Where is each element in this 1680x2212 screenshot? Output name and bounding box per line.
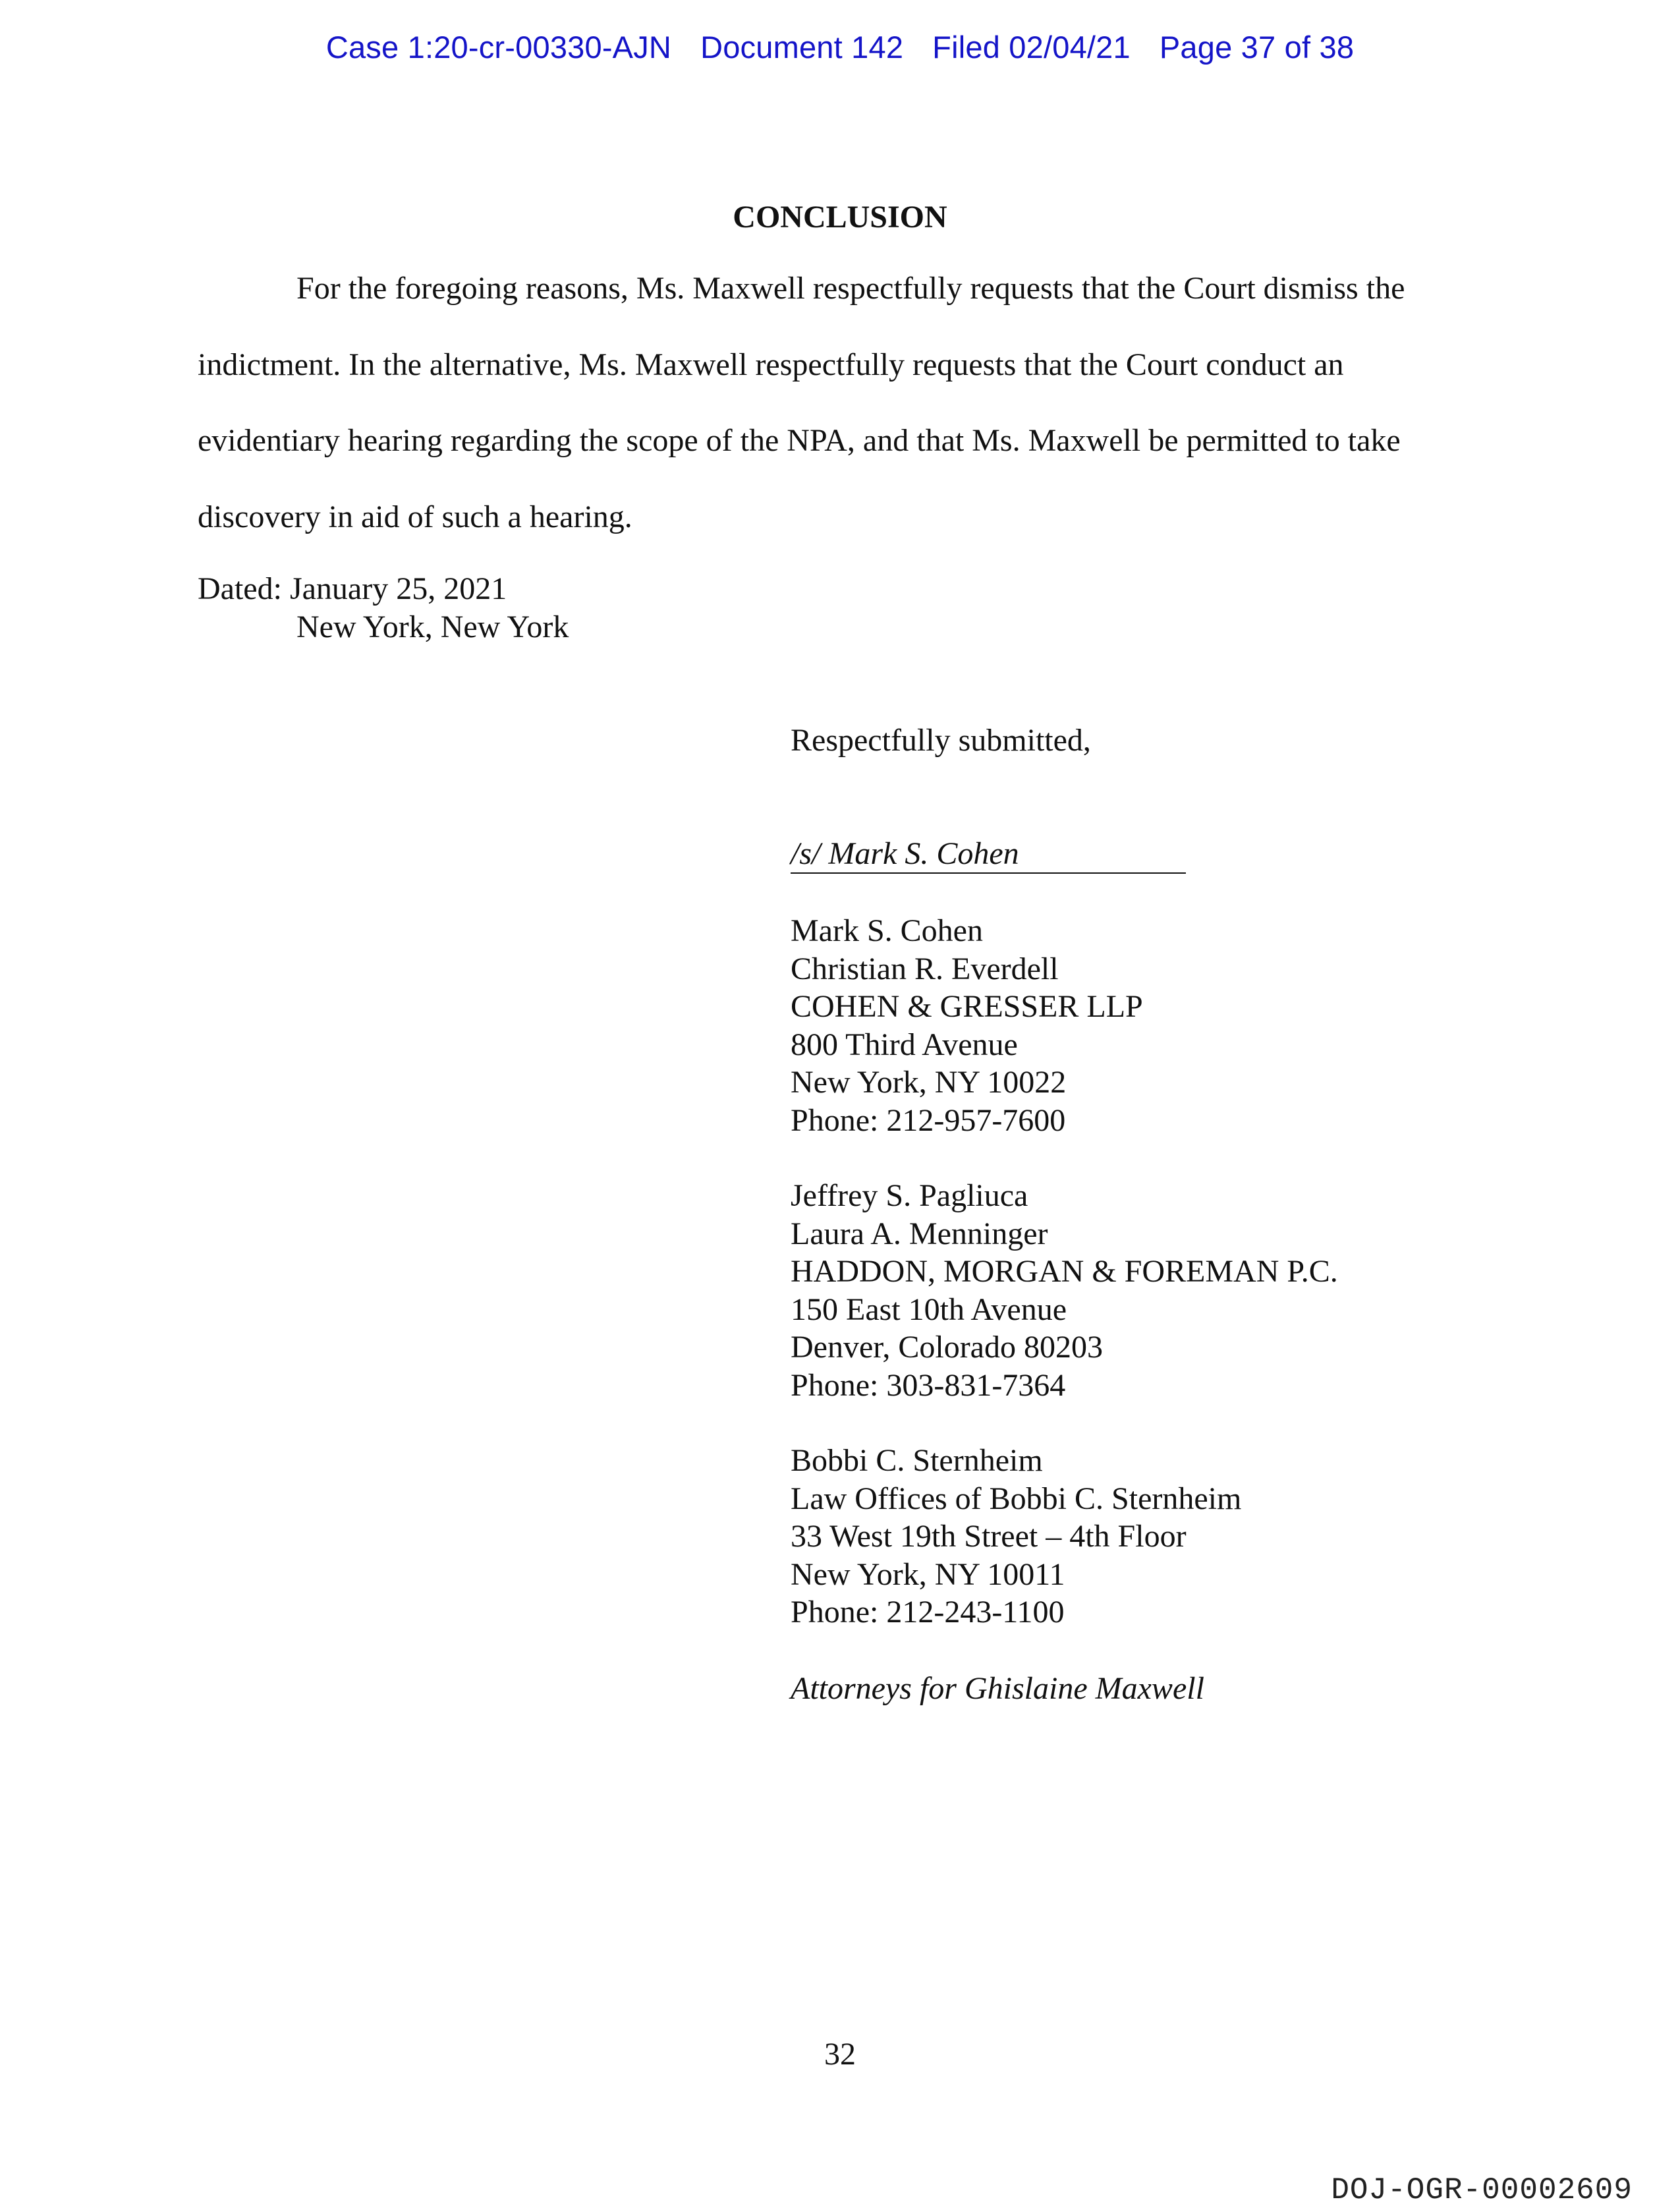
respectfully-submitted: Respectfully submitted, (791, 723, 1091, 758)
counsel-line: Phone: 303-831-7364 (791, 1367, 1066, 1403)
page-number: 32 (824, 2037, 856, 2072)
counsel-line: COHEN & GRESSER LLP (791, 989, 1143, 1024)
counsel-line: Jeffrey S. Pagliuca (791, 1178, 1028, 1213)
section-heading: CONCLUSION (733, 200, 947, 235)
counsel-line: Bobbi C. Sternheim (791, 1443, 1043, 1478)
conclusion-paragraph (198, 250, 1489, 555)
counsel-line: Phone: 212-243-1100 (791, 1595, 1065, 1630)
counsel-line: Denver, Colorado 80203 (791, 1330, 1103, 1365)
ecf-header-stamp (0, 29, 1680, 65)
paragraph-line: evidentiary hearing regarding the scope of the NPA, and that Ms. Maxwell be permitted to take (198, 423, 1401, 458)
counsel-group-cohen-gresser (791, 912, 1143, 1139)
counsel-line: 150 East 10th Avenue (791, 1291, 1067, 1327)
counsel-line: Mark S. Cohen (791, 913, 983, 948)
paragraph-line: For the foregoing reasons, Ms. Maxwell respectfully requests that the Court dismiss the (296, 271, 1405, 306)
counsel-line: Law Offices of Bobbi C. Sternheim (791, 1481, 1242, 1516)
counsel-line: 800 Third Avenue (791, 1027, 1018, 1062)
dated-location: New York, New York (296, 610, 569, 644)
counsel-line: New York, NY 10011 (791, 1556, 1065, 1592)
ecf-page-count: Page 37 of 38 (1159, 30, 1355, 65)
counsel-line: HADDON, MORGAN & FOREMAN P.C. (791, 1254, 1338, 1289)
dated-line: Dated: January 25, 2021 (198, 571, 507, 606)
counsel-line: New York, NY 10022 (791, 1065, 1067, 1100)
signature-line: /s/ Mark S. Cohen (791, 836, 1186, 874)
bates-number: DOJ-OGR-00002609 (1331, 2173, 1633, 2207)
counsel-group-sternheim (791, 1442, 1241, 1631)
dated-block (198, 570, 569, 646)
counsel-line: Christian R. Everdell (791, 951, 1059, 986)
counsel-line: Laura A. Menninger (791, 1216, 1048, 1251)
ecf-document-number: Document 142 (700, 30, 904, 65)
attorneys-for-line: Attorneys for Ghislaine Maxwell (791, 1671, 1204, 1706)
ecf-case-number: Case 1:20-cr-00330-AJN (325, 30, 672, 65)
counsel-line: Phone: 212-957-7600 (791, 1102, 1066, 1138)
counsel-line: 33 West 19th Street – 4th Floor (791, 1519, 1187, 1554)
counsel-group-haddon-morgan (791, 1177, 1338, 1404)
paragraph-line: indictment. In the alternative, Ms. Maxwell respectfully requests that the Court conduct an (198, 347, 1344, 382)
ecf-filed-date: Filed 02/04/21 (932, 30, 1131, 65)
paragraph-line: discovery in aid of such a hearing. (198, 499, 632, 534)
